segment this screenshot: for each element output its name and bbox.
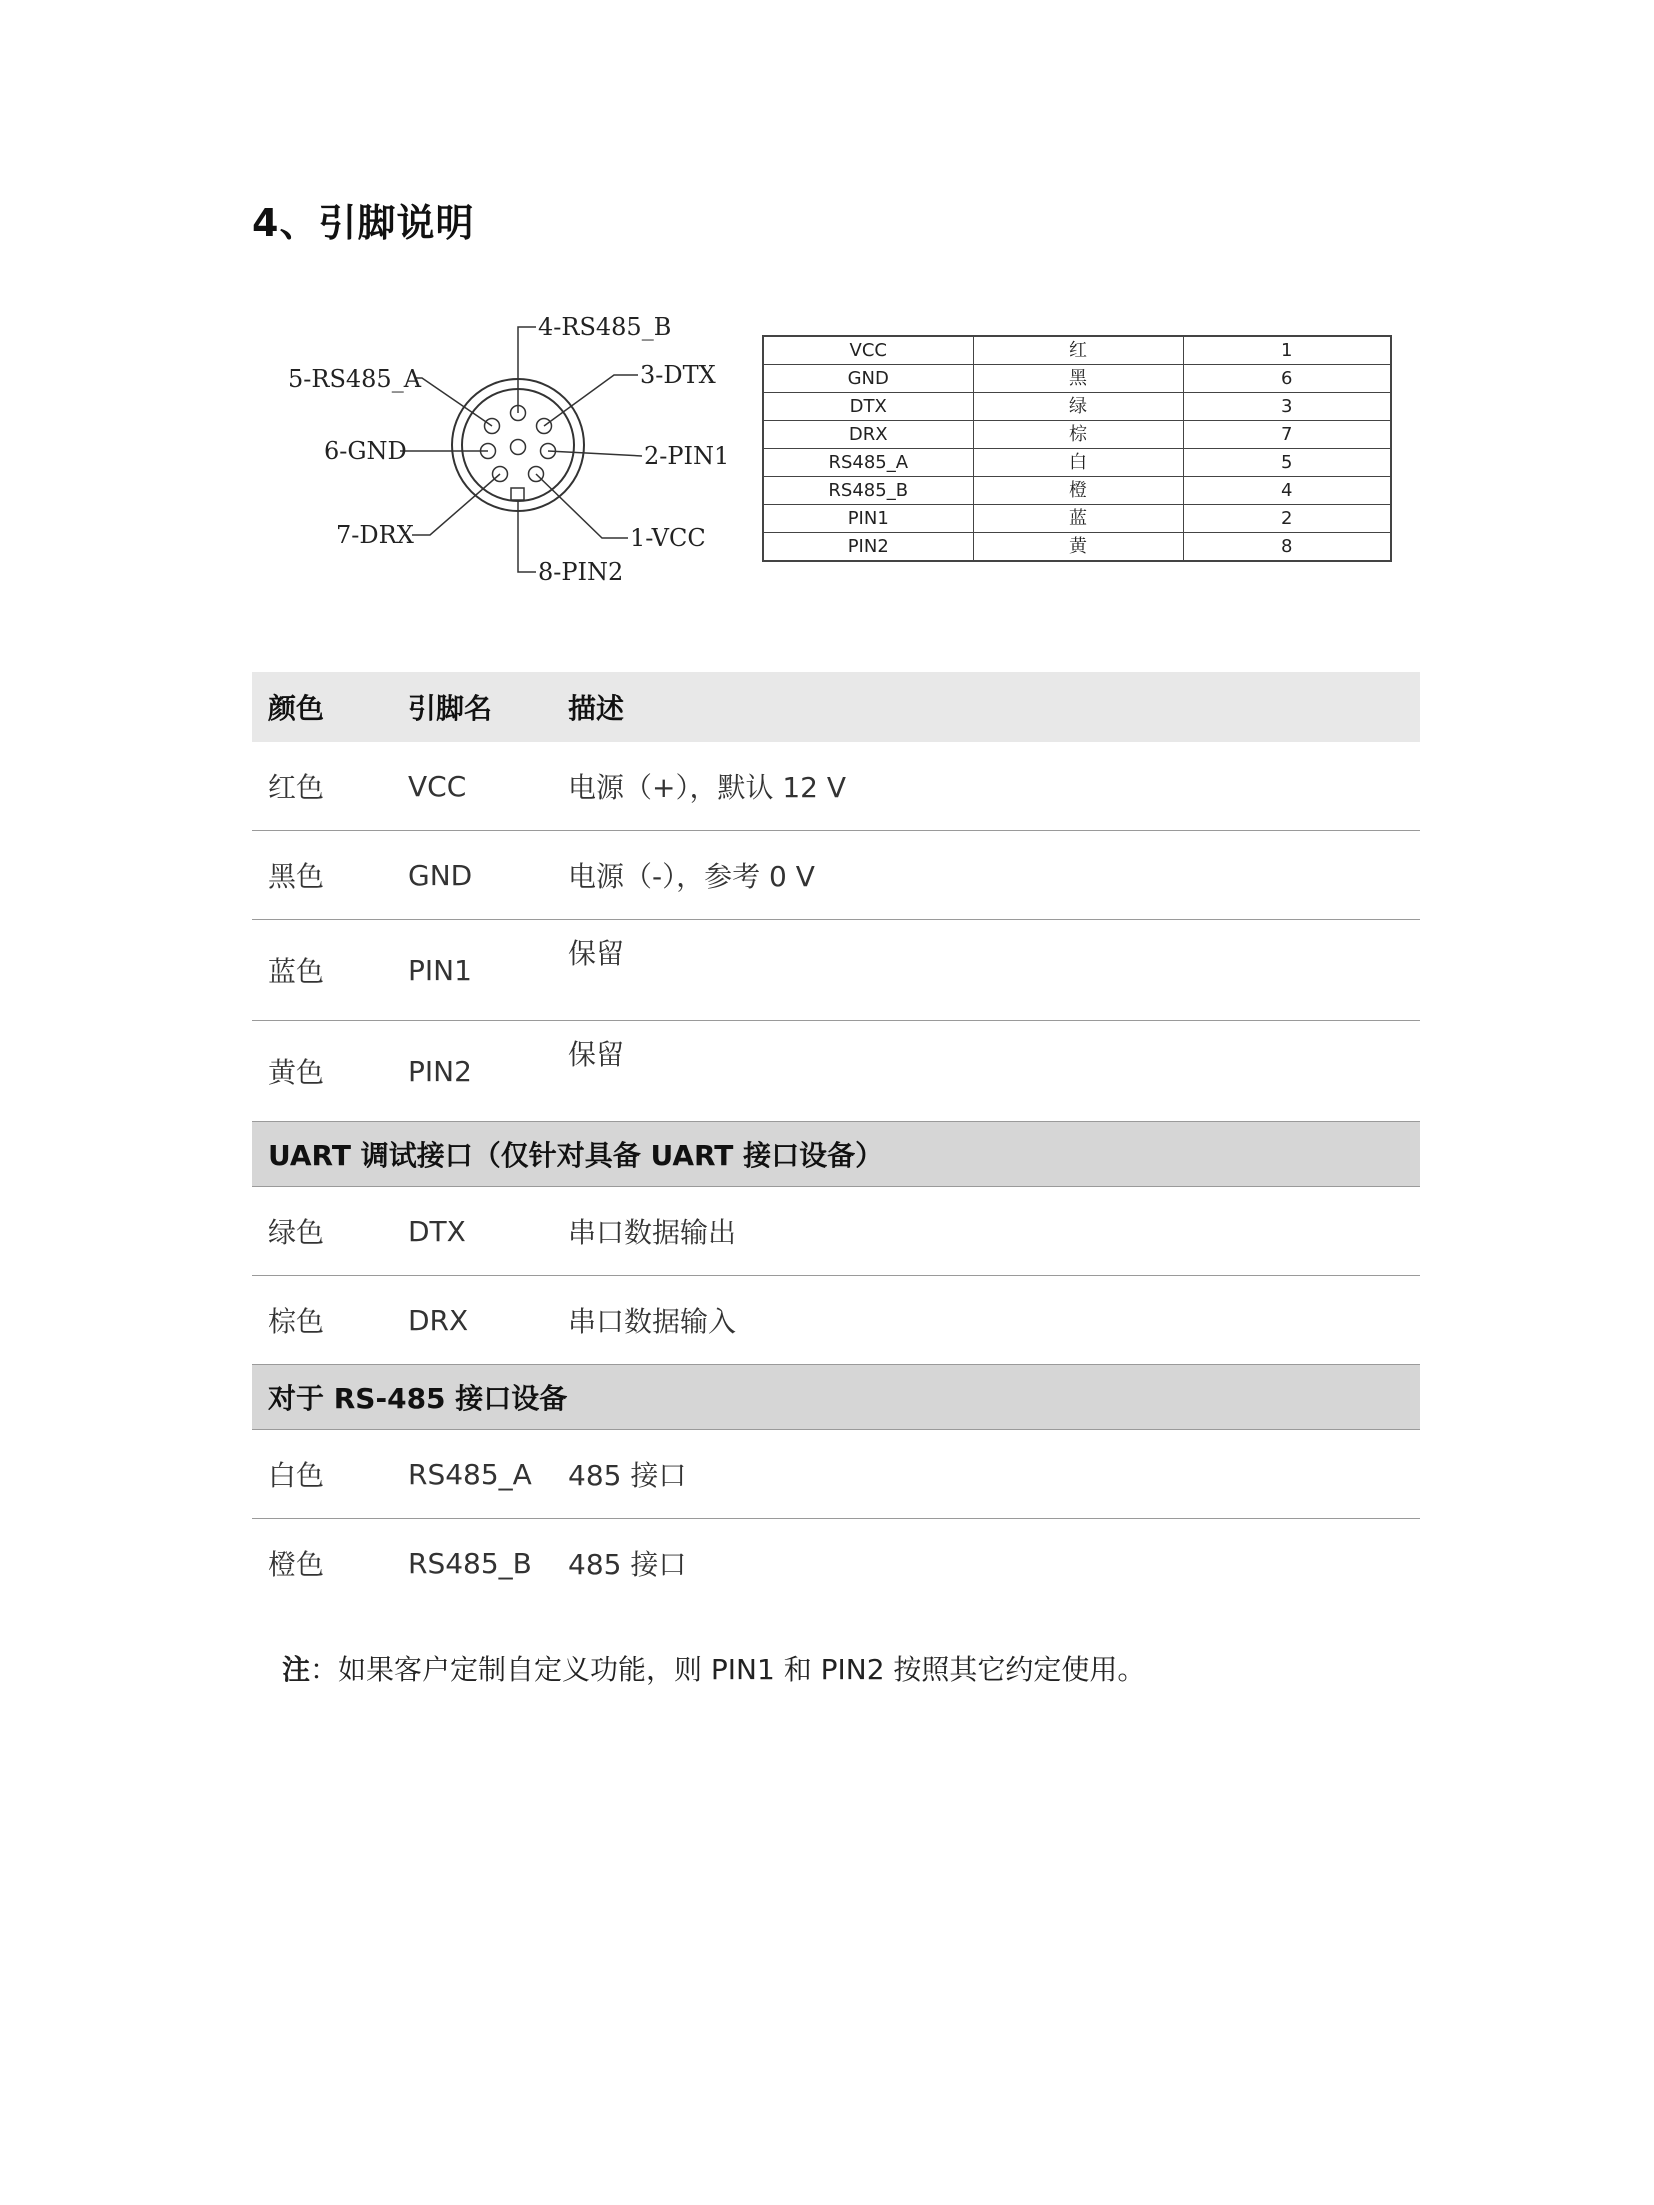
header-color: 颜色 — [252, 672, 392, 742]
mini-table-row — [763, 533, 1391, 562]
mini-cell-wire-color: 蓝 — [973, 505, 1183, 533]
connector-key-notch — [511, 488, 524, 500]
header-pin-name: 引脚名 — [392, 672, 552, 742]
footnote-text: ：如果客户定制自定义功能，则 PIN1 和 PIN2 按照其它约定使用。 — [310, 1653, 1146, 1686]
mini-cell-signal: GND — [763, 365, 973, 393]
table-row — [252, 831, 1420, 920]
footnote — [282, 1648, 1145, 1688]
mini-cell-pin-number: 4 — [1183, 477, 1391, 505]
mini-cell-wire-color: 橙 — [973, 477, 1183, 505]
table-row — [252, 1021, 1420, 1122]
pin-label-7: 7-DRX — [336, 521, 414, 549]
mini-cell-pin-number: 5 — [1183, 449, 1391, 477]
cell-pin: PIN2 — [392, 1021, 552, 1122]
cell-pin: GND — [392, 831, 552, 920]
table-row — [252, 1430, 1420, 1519]
mini-table-row — [763, 421, 1391, 449]
mini-cell-pin-number: 8 — [1183, 533, 1391, 562]
pin-8 — [511, 440, 526, 455]
pin-description-table — [252, 672, 1420, 1607]
cell-desc: 485 接口 — [568, 1548, 687, 1581]
mini-cell-pin-number: 6 — [1183, 365, 1391, 393]
pin-label-3: 3-DTX — [640, 361, 716, 389]
mini-cell-signal: RS485_A — [763, 449, 973, 477]
pin-label-6: 6-GND — [324, 437, 407, 465]
table-row — [252, 920, 1420, 1021]
leader-line-3 — [544, 375, 638, 426]
pin-label-5: 5-RS485_A — [288, 365, 422, 393]
table-header-row — [252, 672, 1420, 742]
cell-pin: RS485_B — [408, 1546, 532, 1580]
cell-pin: DTX — [392, 1187, 552, 1276]
section-row-uart — [252, 1122, 1420, 1187]
mini-cell-signal: DRX — [763, 421, 973, 449]
cell-color: 绿色 — [252, 1187, 392, 1276]
mini-cell-signal: PIN2 — [763, 533, 973, 562]
cell-desc: 串口数据输入 — [552, 1276, 1420, 1365]
pin-label-1: 1-VCC — [630, 524, 706, 552]
mini-table-row — [763, 449, 1391, 477]
pin-label-2: 2-PIN1 — [644, 442, 730, 470]
cell-color: 白色 — [252, 1430, 392, 1519]
cell-desc: 485 接口 — [552, 1430, 1420, 1519]
leader-line-1 — [536, 474, 628, 538]
table-row — [252, 742, 1420, 831]
cell-color: 蓝色 — [252, 920, 392, 1021]
mini-cell-pin-number: 1 — [1183, 336, 1391, 365]
table-row — [252, 1519, 1420, 1608]
cell-color: 棕色 — [252, 1276, 392, 1365]
header-description: 描述 — [552, 672, 1420, 742]
mini-table-row — [763, 336, 1391, 365]
cell-color: 黑色 — [252, 831, 392, 920]
mini-cell-wire-color: 红 — [973, 336, 1183, 365]
mini-cell-wire-color: 黄 — [973, 533, 1183, 562]
cell-color: 红色 — [252, 742, 392, 831]
leader-line-2 — [548, 451, 642, 456]
cell-pin: DRX — [392, 1276, 552, 1365]
section-row-rs485 — [252, 1365, 1420, 1430]
cell-desc: 电源（-），参考 0 V — [552, 831, 1420, 920]
pin-label-4: 4-RS485_B — [538, 313, 672, 341]
cell-desc: 保留 — [552, 1021, 1420, 1122]
cell-pin: VCC — [392, 742, 552, 831]
cell-desc: 保留 — [552, 920, 1420, 1021]
mini-table-row — [763, 365, 1391, 393]
pin-color-mapping-table — [762, 335, 1392, 562]
mini-cell-signal: DTX — [763, 393, 973, 421]
table-row — [252, 1187, 1420, 1276]
mini-cell-wire-color: 棕 — [973, 421, 1183, 449]
leader-line-7 — [412, 474, 500, 535]
section-title-uart: UART 调试接口（仅针对具备 UART 接口设备） — [252, 1122, 1420, 1187]
cell-color: 黄色 — [252, 1021, 392, 1122]
cell-color: 橙色 — [268, 1548, 325, 1581]
mini-cell-signal: VCC — [763, 336, 973, 365]
section-heading: 4、引脚说明 — [252, 201, 475, 245]
section-title-rs485: 对于 RS-485 接口设备 — [252, 1365, 1420, 1430]
pin-label-8: 8-PIN2 — [538, 558, 624, 586]
mini-cell-wire-color: 绿 — [973, 393, 1183, 421]
mini-table-row — [763, 477, 1391, 505]
cell-pin: PIN1 — [392, 920, 552, 1021]
mini-table-row — [763, 393, 1391, 421]
mini-cell-wire-color: 黑 — [973, 365, 1183, 393]
table-row — [252, 1276, 1420, 1365]
mini-cell-signal: RS485_B — [763, 477, 973, 505]
leader-line-4 — [518, 327, 536, 413]
cell-desc: 串口数据输出 — [552, 1187, 1420, 1276]
mini-cell-pin-number: 2 — [1183, 505, 1391, 533]
mini-cell-pin-number: 7 — [1183, 421, 1391, 449]
cell-pin: RS485_A — [392, 1430, 552, 1519]
mini-table-row — [763, 505, 1391, 533]
mini-cell-wire-color: 白 — [973, 449, 1183, 477]
mini-cell-pin-number: 3 — [1183, 393, 1391, 421]
cell-desc: 电源（+），默认 12 V — [552, 742, 1420, 831]
connector-pinout-diagram — [270, 300, 750, 600]
mini-cell-signal: PIN1 — [763, 505, 973, 533]
footnote-label: 注 — [282, 1653, 311, 1686]
